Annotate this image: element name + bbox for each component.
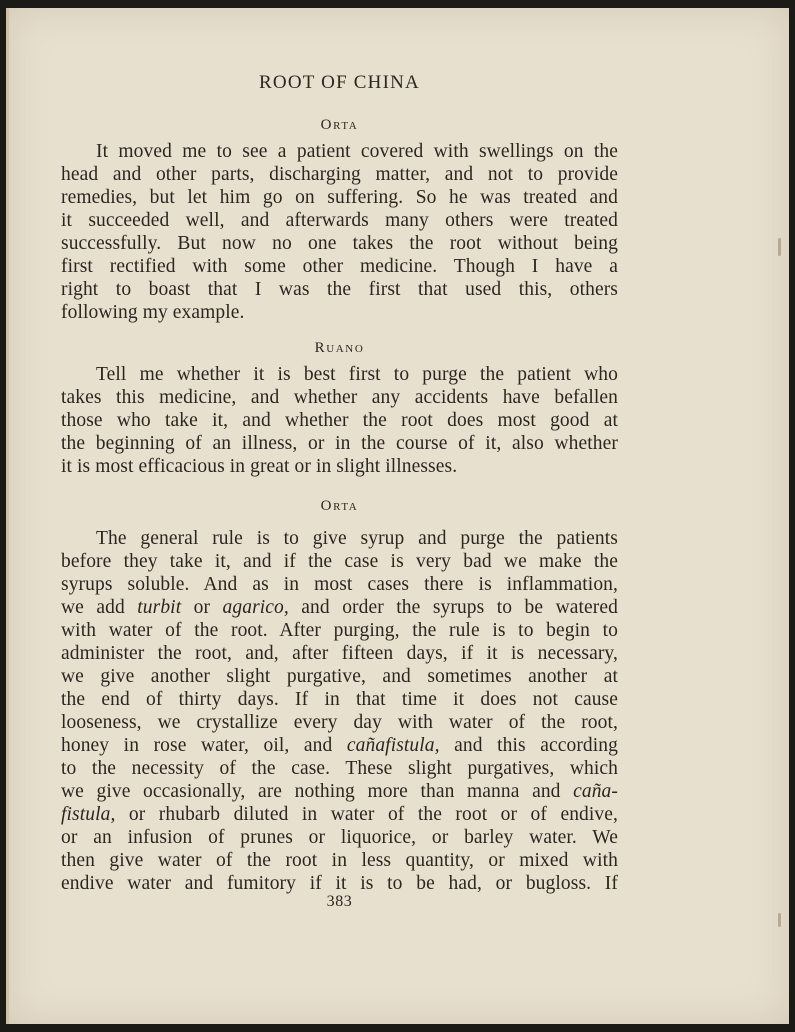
text-line: remedies, but let him go on suffering. So he was treated and [61, 187, 618, 208]
page-stain [778, 238, 781, 256]
italic-term: agarico, [222, 597, 289, 618]
text-run: we give occasionally, are nothing more than manna and [61, 781, 574, 802]
text-line: the beginning of an illness, or in the course of it, also whether [61, 433, 618, 454]
italic-term: turbit [137, 597, 182, 618]
text-line: endive water and fumitory if it is to be had, or bugloss. If [61, 873, 618, 894]
text-line: to the necessity of the case. These slight purgatives, which [61, 758, 618, 779]
text-run: we add [61, 597, 138, 618]
italic-term: caña- [573, 781, 618, 802]
paragraph [61, 140, 618, 324]
text-line: following my example. [61, 302, 245, 323]
text-line [61, 734, 618, 757]
text-line: those who take it, and whether the root does most good at [61, 410, 618, 431]
text-line: right to boast that I was the first that used this, others [61, 279, 618, 300]
paragraph [61, 363, 618, 478]
text-line: before they take it, and if the case is very bad we make the [61, 551, 618, 572]
text-line: The general rule is to give syrup and purge the patients [96, 528, 618, 549]
text-line [61, 780, 618, 803]
paragraph [61, 527, 618, 895]
text-line: we give another slight purgative, and sometimes another at [61, 666, 618, 687]
text-run: or rhubarb diluted in water of the root or of endive, [115, 804, 618, 825]
text-line: with water of the root. After purging, the rule is to begin to [61, 620, 618, 641]
speaker-heading: Orta [320, 117, 359, 133]
text-line: takes this medicine, and whether any accidents have befallen [61, 387, 618, 408]
text-line: successfully. But now no one takes the root without being [61, 233, 618, 254]
text-run: or [181, 597, 223, 618]
page-stain [778, 913, 781, 927]
text-line [61, 803, 618, 826]
italic-term: fistula, [61, 804, 116, 825]
text-line: administer the root, and, after fifteen days, if it is necessary, [61, 643, 618, 664]
text-line: first rectified with some other medicine. Though I have a [61, 256, 618, 277]
book-page [6, 8, 789, 1024]
page-number: 383 [326, 893, 353, 910]
text-line: It moved me to see a patient covered with swellings on the [96, 141, 618, 162]
running-head: ROOT OF CHINA [259, 72, 420, 93]
speaker-heading: Orta [320, 498, 359, 514]
text-line: head and other parts, discharging matter, and not to provide [61, 164, 618, 185]
text-line: or an infusion of prunes or liquorice, or barley water. We [61, 827, 618, 848]
speaker-heading: Ruano [314, 340, 365, 356]
text-line: the end of thirty days. If in that time it does not cause [61, 689, 618, 710]
text-line [61, 596, 618, 619]
text-run: and order the syrups to be watered [288, 597, 619, 618]
text-line: syrups soluble. And as in most cases there is inflammation, [61, 574, 618, 595]
text-line: Tell me whether it is best first to purge the patient who [96, 364, 618, 385]
text-run: honey in rose water, oil, and [61, 735, 347, 756]
italic-term: cañafistula, [346, 735, 440, 756]
text-line: then give water of the root in less quantity, or mixed with [61, 850, 618, 871]
text-line: looseness, we crystallize every day with water of the root, [61, 712, 618, 733]
text-line: it succeeded well, and afterwards many others were treated [61, 210, 618, 231]
text-run: and this according [439, 735, 619, 756]
text-line: it is most efficacious in great or in slight illnesses. [61, 456, 458, 477]
